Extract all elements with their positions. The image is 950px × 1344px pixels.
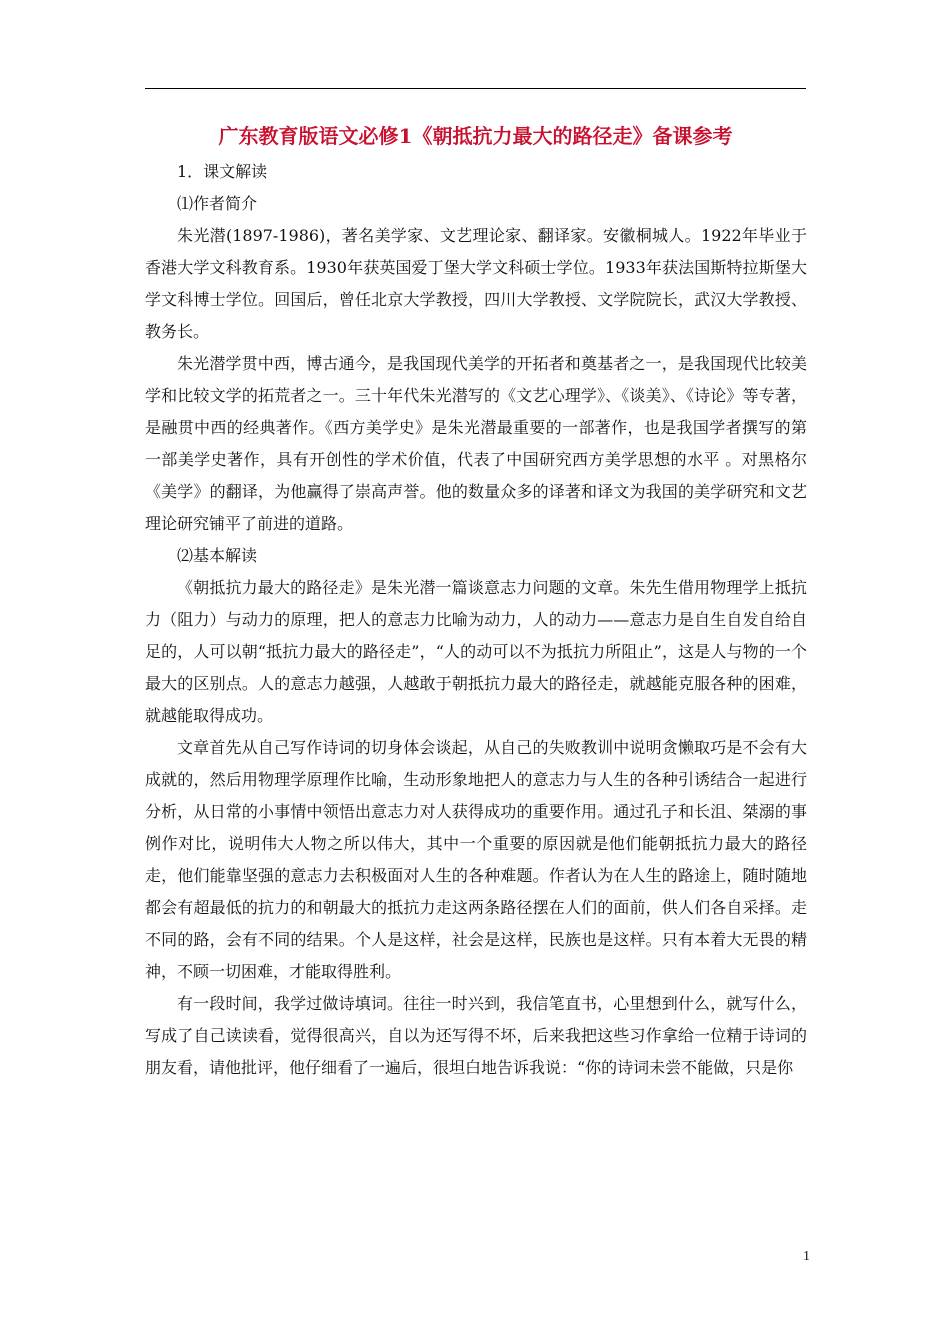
body-paragraph: 有一段时间，我学过做诗填词。往往一时兴到，我信笔直书，心里想到什么，就写什么，写成了自己读读看，觉得很高兴，自以为还写得不坏，后来我把这些习作拿给一位精于诗词的朋友看，请他批评，他仔细看了一遍后，很坦白地告诉我说：“你的诗词未尝不能做，只是你 [145, 994, 807, 1077]
body-paragraph: 《朝抵抗力最大的路径走》是朱光潜一篇谈意志力问题的文章。朱先生借用物理学上抵抗力（阻力）与动力的原理，把人的意志力比喻为动力，人的动力——意志力是自生自发自给自足的，人可以朝“抵抗力最大的路径走”，“人的动可以不为抵抗力所阻止”，这是人与物的一个最大的区别点。人的意志力越强，人越敢于朝抵抗力最大的路径走，就越能克服各种的困难，就越能取得成功。 [145, 578, 807, 725]
document-body [145, 156, 807, 1084]
body-paragraph: 朱光潜学贯中西，博古通今，是我国现代美学的开拓者和奠基者之一，是我国现代比较美学和比较文学的拓荒者之一。三十年代朱光潜写的《文艺心理学》、《谈美》、《诗论》等专著，是融贯中西的经典著作。《西方美学史》是朱光潜最重要的一部著作，也是我国学者撰写的第一部美学史著作，具有开创性的学术价值，代表了中国研究西方美学思想的水平 。对黑格尔《美学》的翻译，为他赢得了崇高声誉。他的数量众多的译著和译文为我国的美学研究和文艺理论研究铺平了前进的道路。 [145, 354, 807, 533]
body-paragraph: 朱光潜(1897-1986)，著名美学家、文艺理论家、翻译家。安徽桐城人。1922年毕业于香港大学文科教育系。1930年获英国爱丁堡大学文科硕士学位。1933年获法国斯特拉斯堡大学文科博士学位。回国后，曾任北京大学教授，四川大学教授、文学院院长，武汉大学教授、教务长。 [145, 226, 807, 341]
document-title: 广东教育版语文必修1《朝抵抗力最大的路径走》备课参考 [218, 124, 733, 148]
subsection-heading: ⑵基本解读 [177, 546, 258, 565]
section-heading: 1．课文解读 [177, 162, 268, 181]
header-rule [145, 88, 806, 89]
body-paragraph: 文章首先从自己写作诗词的切身体会谈起，从自己的失败教训中说明贪懒取巧是不会有大成就的，然后用物理学原理作比喻，生动形象地把人的意志力与人生的各种引诱结合一起进行分析，从日常的小事情中领悟出意志力对人获得成功的重要作用。通过孔子和长沮、桀溺的事例作对比，说明伟大人物之所以伟大，其中一个重要的原因就是他们能朝抵抗力最大的路径走，他们能靠坚强的意志力去积极面对人生的各种难题。作者认为在人生的路途上，随时随地都会有超最低的抗力的和朝最大的抵抗力走这两条路径摆在人们的面前，供人们各自采择。走不同的路，会有不同的结果。个人是这样，社会是这样，民族也是这样。只有本着大无畏的精神，不顾一切困难，才能取得胜利。 [145, 738, 807, 981]
subsection-heading: ⑴作者简介 [177, 194, 258, 213]
page-number: 1 [803, 1249, 810, 1264]
